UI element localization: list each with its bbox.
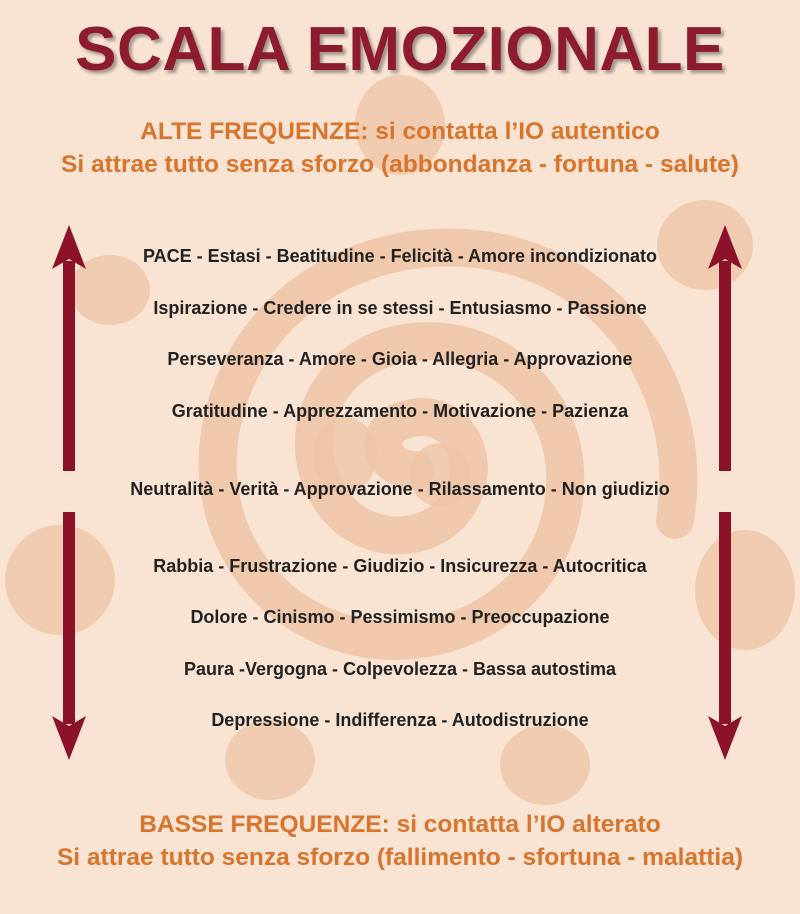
neutral-emotion-row: Neutralità - Verità - Approvazione - Rilassamento - Non giudizio (130, 479, 670, 499)
positive-emotion-row: Gratitudine - Apprezzamento - Motivazione - Pazienza (171, 401, 629, 421)
positive-emotion-row: Perseveranza - Amore - Gioia - Allegria - Approvazione (167, 349, 633, 369)
negative-emotion-row: Depressione - Indifferenza - Autodistruzione (211, 710, 589, 730)
low-frequency-line1: BASSE FREQUENZE: si contatta l’IO alterato (139, 811, 661, 838)
negative-emotion-row: Dolore - Cinismo - Pessimismo - Preoccupazione (190, 607, 610, 627)
positive-emotion-row: PACE - Estasi - Beatitudine - Felicità - Amore incondizionato (142, 246, 658, 266)
arrow-down-icon (708, 512, 742, 760)
arrow-up-icon (708, 225, 742, 471)
arrow-down-icon (52, 512, 86, 760)
low-frequency-heading (0, 808, 800, 874)
high-frequency-heading (0, 115, 800, 181)
arrow-up-icon (52, 225, 86, 471)
high-frequency-line2: Si attrae tutto senza sforzo (abbondanza - fortuna - salute) (61, 151, 739, 178)
negative-emotion-row: Paura -Vergogna - Colpevolezza - Bassa autostima (183, 659, 617, 679)
negative-emotion-row: Rabbia - Frustrazione - Giudizio - Insicurezza - Autocritica (153, 556, 647, 576)
page-title: SCALA EMOZIONALE (75, 15, 725, 84)
low-frequency-line2: Si attrae tutto senza sforzo (fallimento - sfortuna - malattia) (56, 844, 744, 871)
positive-emotion-row: Ispirazione - Credere in se stessi - Entusiasmo - Passione (153, 298, 647, 318)
high-frequency-line1: ALTE FREQUENZE: si contatta l’IO autentico (140, 118, 660, 145)
